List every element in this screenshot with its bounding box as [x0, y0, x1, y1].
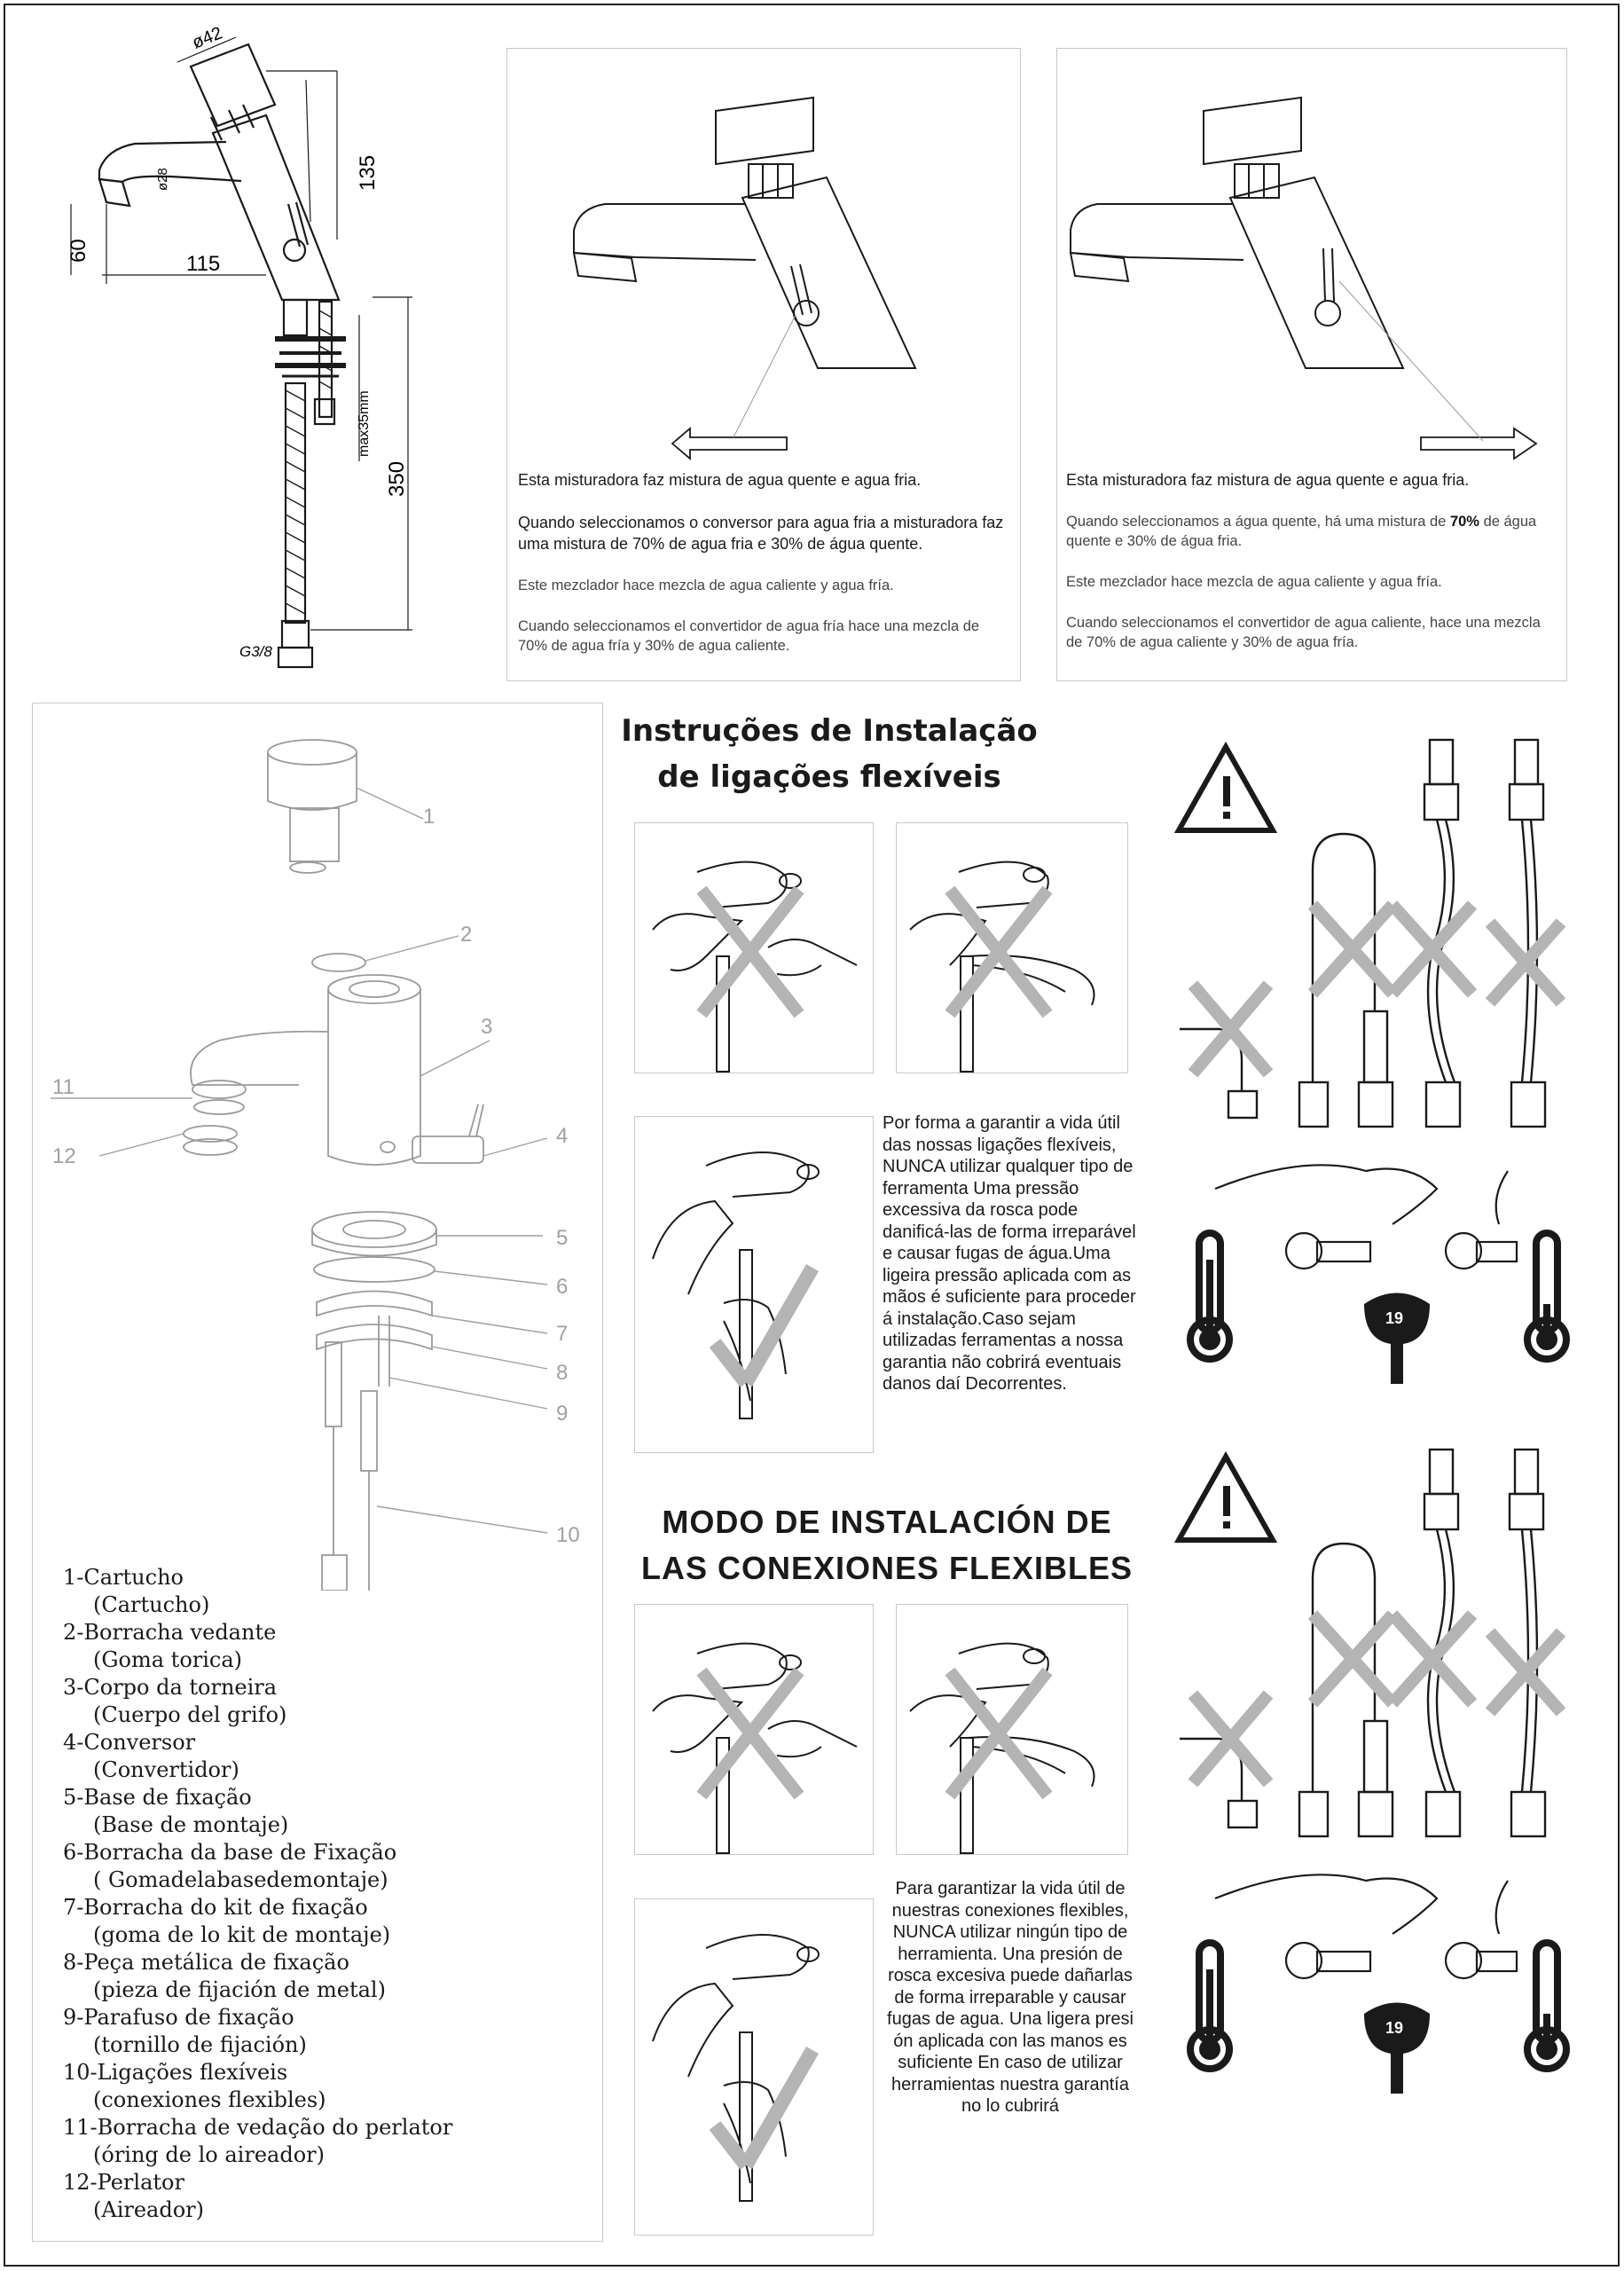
parts-list — [63, 1564, 452, 2224]
part-11-es: (óring de lo aireador) — [93, 2142, 325, 2167]
hot-line2: Quando seleccionamos a água quente, há uma mistura de 70% de água quente e 30% de água fria. — [1066, 514, 1537, 549]
wrong-method-pliers-1 — [896, 822, 1128, 1073]
part-12-es: (Aireador) — [93, 2197, 205, 2222]
hands-illustration — [635, 1605, 873, 1854]
part-7-es: (goma de lo kit de montaje) — [93, 1922, 391, 1947]
instructions-title-pt: Instruções de Instalação de ligações flexíveis — [621, 713, 1038, 795]
callout-2: 2 — [460, 923, 473, 947]
part-10-es: (conexiones flexibles) — [93, 2087, 326, 2112]
dim-diameter-top: ø42 — [189, 23, 225, 53]
part-9-es: (tornillo de fijación) — [93, 2032, 307, 2057]
instructions-title-es: MODO DE INSTALACIÓN DE LAS CONEXIONES FLEXIBLES — [640, 1504, 1134, 1586]
cold-tap-illustration — [507, 49, 1022, 466]
hands-illustration — [635, 823, 873, 1073]
part-7: 7-Borracha do kit de fixação — [63, 1895, 368, 1920]
part-6-es: ( Gomadelabasedemontaje) — [93, 1867, 388, 1892]
callout-12: 12 — [52, 1144, 76, 1168]
cold-line4: Cuando seleccionamos el convertidor de agua fría hace una mezcla de 70% de agua fría y 30% de agua caliente. — [518, 618, 980, 654]
wrench-size-label: 19 — [1385, 1309, 1404, 1327]
hot-tap-illustration — [1057, 49, 1568, 466]
technical-drawing — [53, 18, 426, 674]
dim-spout-reach: 115 — [186, 252, 221, 276]
part-3: 3-Corpo da torneira — [63, 1675, 278, 1700]
part-11: 11-Borracha de vedação do perlator — [63, 2115, 453, 2140]
hand-tighten-illustration — [635, 1899, 873, 2235]
pliers-illustration — [897, 823, 1127, 1073]
callout-11: 11 — [52, 1075, 75, 1099]
warning-icon — [1179, 1457, 1273, 1540]
dim-max-thickness: max35mm — [357, 390, 372, 457]
wrong-method-hand-2 — [634, 1604, 874, 1855]
part-4: 4-Conversor — [63, 1730, 196, 1755]
wrong-method-hand-1 — [634, 822, 874, 1073]
callout-9: 9 — [556, 1402, 569, 1426]
instructions-paragraph-pt: Por forma a garantir a vida útil das nossas ligações flexíveis, NUNCA utilizar qualquer tipo de ferramenta Uma pressão excessiva da rosca pode danificá-las de forma irreparável e causar fugas de água.Uma ligeira pressão aplicada com as mãos é suficiente para proceder á instalação.Caso sejam utilizadas ferramentas a nossa garantia não cobrirá eventuais danos daí Decorrentes. — [883, 1113, 1136, 1394]
instructions-paragraph-es: Para garantizar la vida útil de nuestras conexiones flexibles, NUNCA utilizar ningún tipo de herramienta. Una presión de rosca excesiva puede dañarlas de forma irreparable y causar fugas de agua. Una ligera presi ón aplicada con las manos es suficiente En caso de utilizar herramientas nuestra garantía no lo cubrirá — [887, 1879, 1134, 2116]
part-6: 6-Borracha da base de Fixação — [63, 1840, 397, 1865]
part-2: 2-Borracha vedante — [63, 1620, 277, 1645]
dim-diameter-spout: ø28 — [155, 168, 170, 191]
hose-warning-illustration-1 — [1171, 727, 1588, 1419]
part-2-es: (Goma torica) — [93, 1647, 243, 1672]
hose-warning-illustration-2 — [1171, 1437, 1588, 2129]
part-5-es: (Base de montaje) — [93, 1812, 289, 1837]
callout-7: 7 — [556, 1322, 569, 1346]
dim-height-spout: 60 — [67, 239, 90, 263]
wrench-size-label: 19 — [1385, 2019, 1404, 2037]
cold-line2: Quando seleccionamos o conversor para agua fria a misturadora faz uma mistura de 70% de agua fria e 30% de água quente. — [518, 514, 1004, 553]
callout-10: 10 — [556, 1523, 580, 1547]
exploded-view-drawing — [33, 703, 604, 1591]
hand-tighten-illustration — [635, 1117, 873, 1452]
part-8-es: (pieza de fijación de metal) — [93, 1977, 386, 2002]
callout-1: 1 — [423, 805, 435, 829]
correct-method-hand-2 — [634, 1898, 874, 2236]
part-4-es: (Convertidor) — [93, 1757, 239, 1782]
part-12: 12-Perlator — [63, 2170, 184, 2195]
hot-line4: Cuando seleccionamos el convertidor de agua caliente, hace una mezcla de 70% de agua caliente y 30% de agua fría. — [1066, 615, 1541, 650]
part-5: 5-Base de fixação — [63, 1785, 252, 1810]
pliers-illustration — [897, 1605, 1127, 1854]
hot-line1: Esta misturadora faz mistura de agua quente e agua fria. — [1066, 471, 1470, 489]
dim-hose-length: 350 — [385, 460, 409, 497]
part-1: 1-Cartucho — [63, 1565, 184, 1590]
callout-8: 8 — [556, 1361, 569, 1385]
hot-line3: Este mezclador hace mezcla de agua caliente y agua fría. — [1066, 574, 1442, 590]
callout-5: 5 — [556, 1226, 569, 1250]
cold-line3: Este mezclador hace mezcla de agua caliente y agua fría. — [518, 578, 894, 593]
part-9: 9-Parafuso de fixação — [63, 2005, 294, 2030]
cold-water-panel — [506, 48, 1021, 681]
exploded-view-panel — [32, 703, 603, 2242]
part-1-es: (Cartucho) — [93, 1592, 210, 1617]
hot-water-panel — [1056, 48, 1567, 681]
warning-icon — [1171, 745, 1273, 830]
callout-4: 4 — [556, 1124, 569, 1148]
callout-6: 6 — [556, 1275, 569, 1299]
dim-height-body: 135 — [356, 154, 380, 191]
dim-thread: G3/8 — [239, 643, 272, 660]
part-10: 10-Ligações flexíveis — [63, 2060, 288, 2085]
wrong-method-pliers-2 — [896, 1604, 1128, 1855]
callout-3: 3 — [481, 1015, 493, 1039]
part-3-es: (Cuerpo del grifo) — [93, 1702, 287, 1727]
correct-method-hand-1 — [634, 1116, 874, 1453]
cold-line1: Esta misturadora faz mistura de agua quente e agua fria. — [518, 471, 922, 489]
part-8: 8-Peça metálica de fixação — [63, 1950, 349, 1975]
